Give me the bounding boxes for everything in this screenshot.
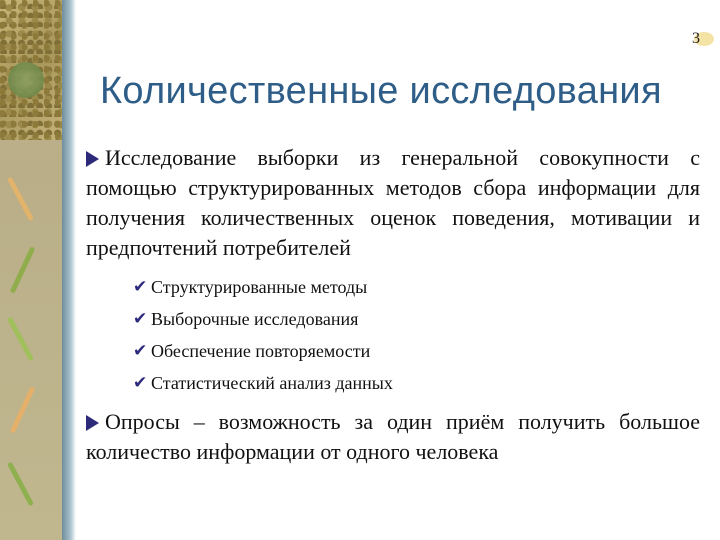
sub-bullet-list — [133, 271, 700, 399]
decorative-sidebar — [0, 0, 62, 540]
sub-bullet-text: Структурированные методы — [151, 277, 368, 297]
sub-bullet-item — [133, 367, 700, 399]
sidebar-shadow — [62, 0, 76, 540]
sub-bullet-item — [133, 271, 700, 303]
bullet-text: Опросы – возможность за один приём получить большое количество информации от одного человека — [86, 409, 700, 464]
checkmark-icon: ✔ — [133, 309, 148, 329]
slide-number: 3 — [692, 30, 700, 47]
sub-bullet-item — [133, 303, 700, 335]
checkmark-icon: ✔ — [133, 341, 148, 361]
brush-stroke-decoration — [7, 317, 34, 362]
sub-bullet-text: Статистический анализ данных — [151, 373, 393, 393]
checkmark-icon: ✔ — [133, 277, 148, 297]
sub-bullet-item — [133, 335, 700, 367]
slide-content — [86, 143, 700, 467]
slide-title: Количественные исследования — [100, 70, 662, 112]
brush-stroke-decoration — [10, 246, 36, 293]
bullet-item — [86, 143, 700, 263]
arrow-bullet-icon — [86, 415, 99, 431]
brush-stroke-decoration — [10, 386, 36, 433]
leaf-decoration — [8, 62, 44, 98]
brush-stroke-decoration — [7, 462, 34, 507]
sub-bullet-text: Обеспечение повторяемости — [151, 341, 371, 361]
arrow-bullet-icon — [86, 151, 99, 167]
sub-bullet-text: Выборочные исследования — [151, 309, 359, 329]
checkmark-icon: ✔ — [133, 373, 148, 393]
bullet-text: Исследование выборки из генеральной совокупности с помощью структурированных методов сбора информации для получения количественных оценок поведения, мотивации и предпочтений потребителей — [86, 145, 700, 260]
brush-stroke-decoration — [7, 177, 34, 222]
bullet-item — [86, 407, 700, 467]
